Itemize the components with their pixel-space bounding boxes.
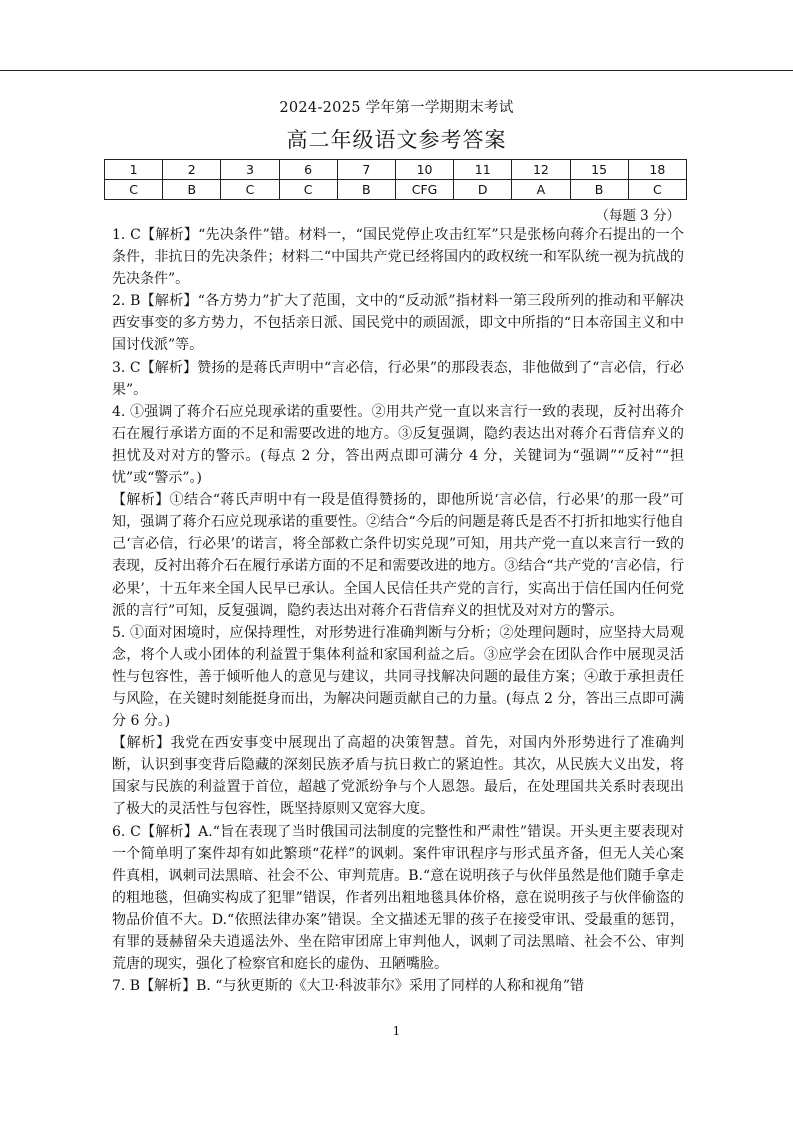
question-number: 2 xyxy=(163,160,221,180)
question-number: 1 xyxy=(105,160,163,180)
answer-cell: D xyxy=(454,180,512,200)
question-number: 15 xyxy=(570,160,628,180)
question-number-row xyxy=(105,160,687,180)
answer-cell: C xyxy=(279,180,337,200)
answer-explanations xyxy=(112,224,684,997)
exam-title: 2024-2025 学年第一学期期末考试 xyxy=(279,100,514,116)
question-number: 11 xyxy=(454,160,512,180)
question-number: 6 xyxy=(279,160,337,180)
answer-cell: B xyxy=(337,180,395,200)
answer-paragraph-q4: 4. ①强调了蒋介石应兑现承诺的重要性。②用共产党一直以来言行一致的表现，反衬出蒋介石在履行承诺方面的不足和需要改进的地方。③反复强调，隐约表达出对蒋介石背信弃义的担忧及对对方的警示。(每点 2 分，答出两点即可满分 4 分，关键词为“强调”“反衬”“担忧”或“警示”。) xyxy=(112,403,684,487)
question-number: 7 xyxy=(337,160,395,180)
question-number: 3 xyxy=(221,160,279,180)
header-rule xyxy=(0,70,793,71)
page-number: 1 xyxy=(392,1024,401,1038)
answer-paragraph-q5: 5. ①面对困境时，应保持理性，对形势进行准确判断与分析；②处理问题时，应坚持大局观念，将个人或小团体的利益置于集体利益和家国利益之后。③应学会在团队合作中展现灵活性与包容性，善于倾听他人的意见与建议，共同寻找解决问题的最佳方案；④敢于承担责任与风险，在关键时刻能挺身而出，为解决问题贡献自己的力量。(每点 2 分，答出三点即可满分 6 分。) xyxy=(112,624,684,730)
answer-paragraph-q1: 1. C【解析】“先决条件”错。材料一，“国民党停止攻击红军”只是张杨向蒋介石提出的一个条件，非抗日的先决条件；材料二“中国共产党已经将国内的政权统一和军队统一视为抗战的先决条件”。 xyxy=(112,227,684,288)
analysis-paragraph-q5: 【解析】我党在西安事变中展现出了高超的决策智慧。首先，对国内外形势进行了准确判断，认识到事变背后隐藏的深刻民族矛盾与抗日救亡的紧迫性。其次，从民族大义出发，将国家与民族的利益置于首位，超越了党派纷争与个人恩怨。最后，在处理国共关系时表现出了极大的灵活性与包容性，既坚持原则又宽容大度。 xyxy=(112,735,684,818)
answer-cell: A xyxy=(512,180,570,200)
answer-cell: B xyxy=(163,180,221,200)
question-number: 10 xyxy=(395,160,453,180)
score-note: （每题 3 分） xyxy=(595,208,680,224)
answer-paragraph-q6: 6. C【解析】A.“旨在表现了当时俄国司法制度的完整性和严肃性”错误。开头更主要表现对一个简单明了案件却有如此繁琐“花样”的讽刺。案件审讯程序与形式虽齐备，但无人关心案件真相，讽刺司法黑暗、社会不公、审判荒唐。B.“意在说明孩子与伙伴虽然是他们随手拿走的粗地毯，但确实构成了犯罪”错误，作者列出粗地毯具体价格，意在说明孩子与伙伴偷盗的物品价值不大。D.“依照法律办案”错误。全文描述无罪的孩子在接受审讯、受最重的惩罚，有罪的聂赫留朵夫逍遥法外、坐在陪审团席上审判他人，讽刺了司法黑暗、社会不公、审判荒唐的现实，强化了检察官和庭长的虚伪、丑陋嘴脸。 xyxy=(112,823,684,973)
answer-cell: C xyxy=(105,180,163,200)
answer-cell: C xyxy=(221,180,279,200)
answer-cell: B xyxy=(570,180,628,200)
answer-cell: CFG xyxy=(395,180,453,200)
answer-paragraph-q7: 7. B【解析】B. “与狄更斯的《大卫·科波菲尔》采用了同样的人称和视角”错 xyxy=(112,978,585,995)
answer-paragraph-q2: 2. B【解析】“各方势力”扩大了范围，文中的“反动派”指材料一第三段所列的推动和平解决西安事变的多方势力，不包括亲日派、国民党中的顽固派，即文中所指的“日本帝国主义和中国讨伐派”等。 xyxy=(112,293,684,354)
page-title: 高二年级语文参考答案 xyxy=(286,128,507,152)
analysis-paragraph-q4: 【解析】①结合“蒋氏声明中有一段是值得赞扬的，即他所说‘言必信，行必果’的那一段”可知，强调了蒋介石应兑现承诺的重要性。②结合“今后的问题是蒋氏是否不打折扣地实行他自己‘言必信，行必果’的诺言，将全部救亡条件切实兑现”可知，用共产党一直以来言行一致的表现，反衬出蒋介石在履行承诺方面的不足和需要改进的地方。③结合“共产党的‘言必信，行必果’，十五年来全国人民早已承认。全国人民信任共产党的言行，实高出于信任国内任何党派的言行”可知，反复强调，隐约表达出对蒋介石背信弃义的担忧及对对方的警示。 xyxy=(112,492,684,619)
answer-cell: C xyxy=(628,180,686,200)
question-number: 18 xyxy=(628,160,686,180)
question-number: 12 xyxy=(512,160,570,180)
answer-row xyxy=(105,180,687,200)
answer-paragraph-q3: 3. C【解析】赞扬的是蒋氏声明中“言必信，行必果”的那段表态，非他做到了“言必信，行必果”。 xyxy=(112,359,684,398)
answer-table xyxy=(104,159,687,200)
